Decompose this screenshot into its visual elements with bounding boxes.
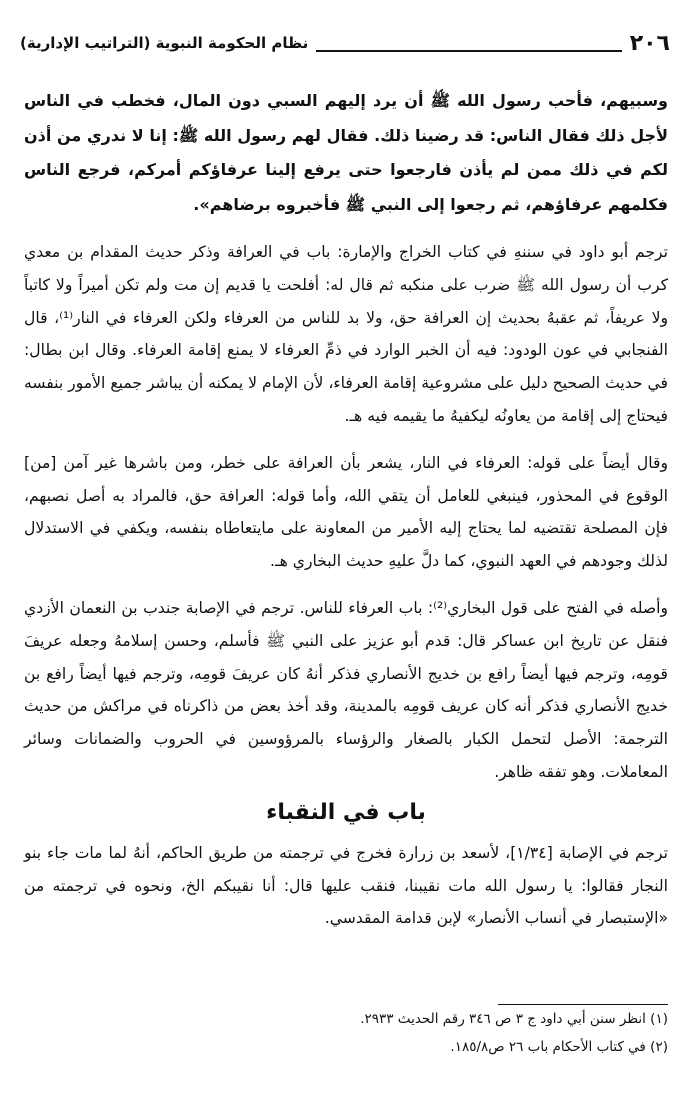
page-number: ٢٠٦: [629, 30, 670, 56]
footnote: (٢) في كتاب الأحكام باب ٢٦ ص١٨٥/٨.: [450, 1039, 668, 1055]
body-paragraph: وقال أيضاً على قوله: العرفاء في النار، يشعر بأن العرافة على خطر، ومن باشرها غير آمن [من] الوقوع في المحذور، فينبغي للعامل أن يتقي الله، وأما قوله: العرافة حق، فالمراد به أصل نصبهم، فإن المصلحة تقتضيه لما يحتاج إليه الأمير من المعاونة على مايتعاطاه بنفسه، ويكفي في الاستدلال لذلك وجودهم في العهد النبوي، كما دلَّ عليهِ حديث البخاري هـ.: [24, 453, 668, 571]
page-body: [24, 84, 668, 935]
running-title: نظام الحكومة النبوية (التراتيب الإدارية): [20, 34, 309, 52]
running-header: [20, 26, 670, 60]
footnotes: [26, 1000, 668, 1061]
hadith-paragraph: وسبيهم، فأحب رسول الله ﷺ أن يرد إليهم السبي دون المال، فخطب في الناس لأجل ذلك فقال الناس: قد رضينا ذلك. فقال لهم رسول الله ﷺ: إنا لا ندري من أذن لكم في ذلك ممن لم يأذن فارجعوا حتى يرفع إلينا عرفاؤكم أمركم، فرجع الناس فكلمهم عرفاؤهم، ثم رجعوا إلى النبي ﷺ فأخبروه برضاهم».: [24, 91, 668, 214]
body-paragraph: وأصله في الفتح على قول البخاري⁽²⁾: باب العرفاء للناس. ترجم في الإصابة جندب بن النعمان الأزدي فنقل عن تاريخ ابن عساكر قال: قدم أبو عزيز على النبي ﷺ فأسلم، وحسن إسلامهُ وجعله عريفَ قومِه، وترجم فيها أيضاً رافع بن خديج الأنصاري فذكر أنهُ كان عريفَ قومِه، وترجم فيها أيضاً رافع بن خديج الأنصاري فذكر أنه كان عريف قومِه بالمدينة، وقد أخذ بعض من ذاكرناه في مراكش من حديث الترجمة: الأصل لتحمل الكبار بالصغار والرؤساء بالمرؤوسين في الحروب والضمانات وسائر المعاملات. وهو تفقه ظاهر.: [24, 598, 668, 781]
header-rule: [316, 50, 621, 52]
section-heading: باب في النقباء: [266, 799, 426, 825]
body-paragraph: ترجم أبو داود في سننهِ في كتاب الخراج والإمارة: باب في العرافة وذكر حديث المقدام بن معدي كرب أن رسول الله ﷺ ضرب على منكبه ثم قال له: أفلحت يا قديم إن مت ولم تكن أميراً ولا كاتباً ولا عريفاً، ثم عقبهُ بحديث إن العرافة حق، ولا بد للناس من العرفاء ولكن العرفاء في النار⁽¹⁾، قال الفنجابي في عون الودود: فيه أن الخبر الوارد في ذمِّ العرفاء لا يمنع إقامة العرفاء. وقال ابن بطال: في حديث الصحيح دليل على مشروعية إقامة العرفاء، لأن الإمام لا يمكنه أن يباشر جميع الأمور بنفسه فيحتاج إلى إقامة من يعاونُه ليكفيهُ ما يقيمه فيه هـ.: [24, 243, 668, 425]
section-paragraph: ترجم في الإصابة [١/٣٤]، لأسعد بن زرارة فخرج في ترجمته من طريق الحاكم، أنهُ لما مات جاء بنو النجار فقالوا: يا رسول الله مات نقيبنا، فنقب عليها قال: أنا نقيبكم الخ، ونحوه في ترجمته من «الإستبصار في أنساب الأنصار» لإبن قدامة المقدسي.: [24, 843, 668, 928]
footnote: (١) انظر سنن أبي داود ج ٣ ص ٣٤٦ رقم الحديث ٢٩٣٣.: [360, 1011, 668, 1027]
